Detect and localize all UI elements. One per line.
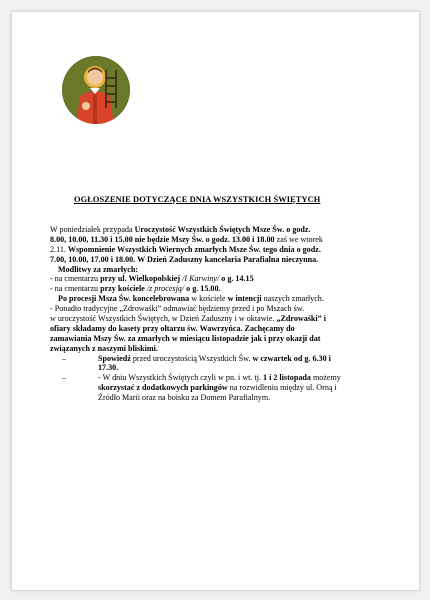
text-run: - na cmentarzu xyxy=(50,284,101,294)
text-run-bold: „Zdrowaśki” i xyxy=(276,314,326,324)
text-run: w uroczystość Wszystkich Świętych, w Dzień Zaduszny i w oktawie. xyxy=(50,314,277,324)
text-run-bold: 1 i 2 listopada xyxy=(263,373,311,383)
document-page xyxy=(11,11,420,591)
announcement-body xyxy=(50,225,376,403)
text-line xyxy=(50,294,376,304)
text-run: przed uroczystością Wszystkich Św. xyxy=(130,353,253,363)
dash-marker: – xyxy=(62,353,67,363)
text-run-bold: o g. 14.15 xyxy=(221,274,254,284)
text-run: naszych zmarłych. xyxy=(261,294,324,304)
text-run: w kościele xyxy=(189,294,228,304)
text-run: na rozwidleniu między ul. Orną i xyxy=(227,383,337,393)
text-run-bold: w intencji xyxy=(227,294,262,304)
text-run: - W dniu Wszystkich Świętych czyli w pn. i wt. tj. xyxy=(98,373,264,383)
list-item xyxy=(50,373,376,383)
text-run-bold: Po procesji Msza Św. koncelebrowana xyxy=(58,294,190,304)
text-run-bold: o g. 15.00. xyxy=(186,284,221,294)
text-run-bold: 8.00, 10.00, 11.30 i 15.00 nie będzie Mszy Św. o godz. 13.00 i 18.00 xyxy=(50,234,275,244)
text-run-bold: przy ul. Wielkopolskiej xyxy=(100,274,181,284)
text-line: 17.30. xyxy=(98,363,119,373)
list-item xyxy=(50,354,376,364)
text-line xyxy=(50,284,376,294)
document-title: OGŁOSZENIE DOTYCZĄCE DNIA WSZYSTKICH ŚWIĘTYCH xyxy=(74,195,321,204)
text-run-bold: w czwartek od g. 6.30 i xyxy=(252,353,331,363)
text-run-bold: Wspomnienie Wszystkich Wiernych zmarłych Msze Św. tego dnia o godz. xyxy=(67,244,321,254)
text-line xyxy=(50,314,376,324)
text-line: Modlitwy za zmarłych: xyxy=(58,264,139,274)
text-run: zaś we wtorek xyxy=(274,234,323,244)
text-line xyxy=(50,225,376,235)
text-run-bold: przy kościele xyxy=(100,284,145,294)
saint-lawrence-icon xyxy=(62,56,130,124)
text-line: związanych z naszymi bliskimi. xyxy=(50,343,158,353)
text-run-bold: Uroczystość Wszystkich Świętych Msze Św. o godz. xyxy=(134,225,311,234)
text-run: W poniedziałek przypada xyxy=(50,225,135,234)
text-run-bold: skorzystać z dodatkowych parkingów xyxy=(98,383,228,393)
text-line xyxy=(50,274,376,284)
text-line xyxy=(50,383,376,393)
saint-lawrence-image xyxy=(62,56,130,124)
text-run: - na cmentarzu xyxy=(50,274,101,284)
text-line: zamawiania Mszy Św. za zmarłych w miesiącu listopadzie jak i przy okazji dat xyxy=(50,333,321,343)
text-run-italic: /I Karwiny/ xyxy=(180,274,222,284)
text-line: 7.00, 10.00, 17.00 i 18.00. W Dzień Zaduszny kancelaria Parafialna nieczynna. xyxy=(50,254,319,264)
text-line: - Ponadto tradycyjne „Zdrowaśki” odmawiać będziemy przed i po Mszach św. xyxy=(50,304,305,314)
text-line xyxy=(50,245,376,255)
dash-marker: – xyxy=(62,373,67,383)
text-line: Źródło Marii oraz na boisku za Domem Parafialnym. xyxy=(98,393,271,403)
text-line xyxy=(50,235,376,245)
text-line: ofiary składamy do kasety przy ołtarzu św. Wawrzyńca. Zachęcamy do xyxy=(50,323,295,333)
text-run: 2.11. xyxy=(50,244,68,254)
text-run: możemy xyxy=(310,373,341,383)
text-run-italic: /z procesją/ xyxy=(144,284,187,294)
text-run-bold: Spowiedź xyxy=(98,353,131,363)
